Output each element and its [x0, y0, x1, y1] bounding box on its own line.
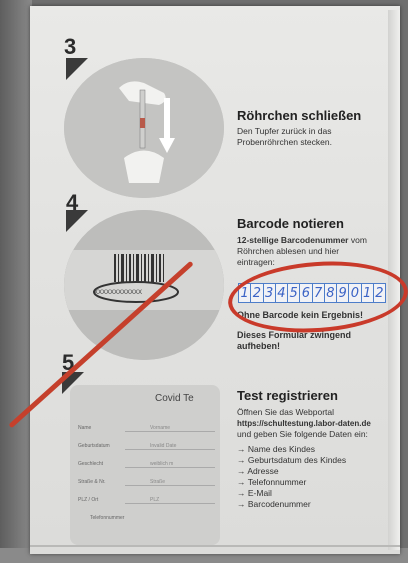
required-data-list [237, 444, 346, 510]
registration-form-preview [70, 385, 220, 545]
list-item: → Geburtsdatum des Kindes [237, 455, 347, 465]
step-5-text-line-1: Öffnen Sie das Webportal [237, 407, 335, 417]
barcode-digit: 9 [336, 283, 348, 303]
barcode-digit: 7 [312, 283, 324, 303]
step-4-corner-marker [66, 210, 88, 232]
barcode-sample: XXXXXXXXXXXX [94, 290, 143, 296]
form-value: Invalid Date [150, 443, 177, 449]
form-label: Geschlecht [78, 461, 104, 467]
no-barcode-warning: Ohne Barcode kein Ergebnis! [237, 310, 364, 320]
list-item: → Adresse [237, 466, 279, 476]
form-label: Straße & Nr. [78, 479, 106, 485]
barcode-digit: 6 [299, 283, 311, 303]
step-4-photo [64, 210, 224, 360]
step-3-photo [64, 58, 224, 198]
swab-tube-illustration [64, 58, 224, 198]
barcode-digit: 4 [275, 283, 287, 303]
barcode-digit: 2 [250, 283, 262, 303]
sheet-fold [30, 545, 400, 547]
form-field-line [125, 485, 215, 486]
form-label: Name [78, 425, 92, 431]
step-4-text-line-1-rest: vom [348, 235, 367, 245]
step-3-number: 3 [64, 34, 77, 59]
keep-form-note-line-2: aufheben! [237, 341, 281, 351]
form-value: Vorname [150, 425, 171, 431]
barcode-digit: 3 [263, 283, 275, 303]
tube-barcode-illustration [64, 210, 224, 360]
barcode-digit: 0 [348, 283, 360, 303]
step-5-text-line-3: und geben Sie folgende Daten ein: [237, 429, 368, 439]
step-3-text-line-1: Den Tupfer zurück in das [237, 126, 332, 136]
keep-form-note-line-1: Dieses Formular zwingend [237, 330, 352, 340]
form-value: PLZ [150, 497, 160, 503]
step-5-heading: Test registrieren [237, 388, 338, 403]
form-value: Straße [150, 479, 166, 485]
list-item: → E-Mail [237, 488, 272, 498]
barcode-digit: 2 [373, 283, 386, 303]
form-label: PLZ / Ort [78, 497, 99, 503]
step-3-text-line-2: Probenröhrchen stecken. [237, 137, 332, 147]
form-value: weiblich m [150, 461, 174, 467]
list-item: → Telefonnummer [237, 477, 307, 487]
step-4-text-line-3: eintragen: [237, 257, 275, 267]
form-field-line [125, 503, 215, 504]
list-item: → Barcodenummer [237, 499, 311, 509]
step-4-text-line-1 [237, 235, 367, 246]
list-item: → Name des Kindes [237, 444, 315, 454]
step-4-heading: Barcode notieren [237, 216, 344, 231]
step-3-heading: Röhrchen schließen [237, 108, 362, 123]
webportal-url: https://schultestung.labor-daten.de [237, 419, 371, 428]
form-label: Geburtsdatum [78, 443, 110, 449]
form-field-line [125, 431, 215, 432]
form-title: Covid Te [155, 393, 194, 404]
form-field-line [125, 467, 215, 468]
step-5-number: 5 [62, 350, 75, 375]
barcode-digit: 1 [238, 283, 250, 303]
barcode-digit: 8 [324, 283, 336, 303]
barcode-digit-count: 12-stellige Barcodenummer [237, 235, 349, 245]
step-3-corner-marker [66, 58, 88, 80]
barcode-digit: 5 [287, 283, 299, 303]
barcode-digit: 1 [361, 283, 373, 303]
step-4-text-line-2: Röhrchen ablesen und hier [237, 246, 340, 256]
form-field-line [125, 449, 215, 450]
background-left [0, 0, 32, 563]
form-label: Telefonnummer [90, 515, 125, 521]
step-4-number: 4 [66, 190, 79, 215]
